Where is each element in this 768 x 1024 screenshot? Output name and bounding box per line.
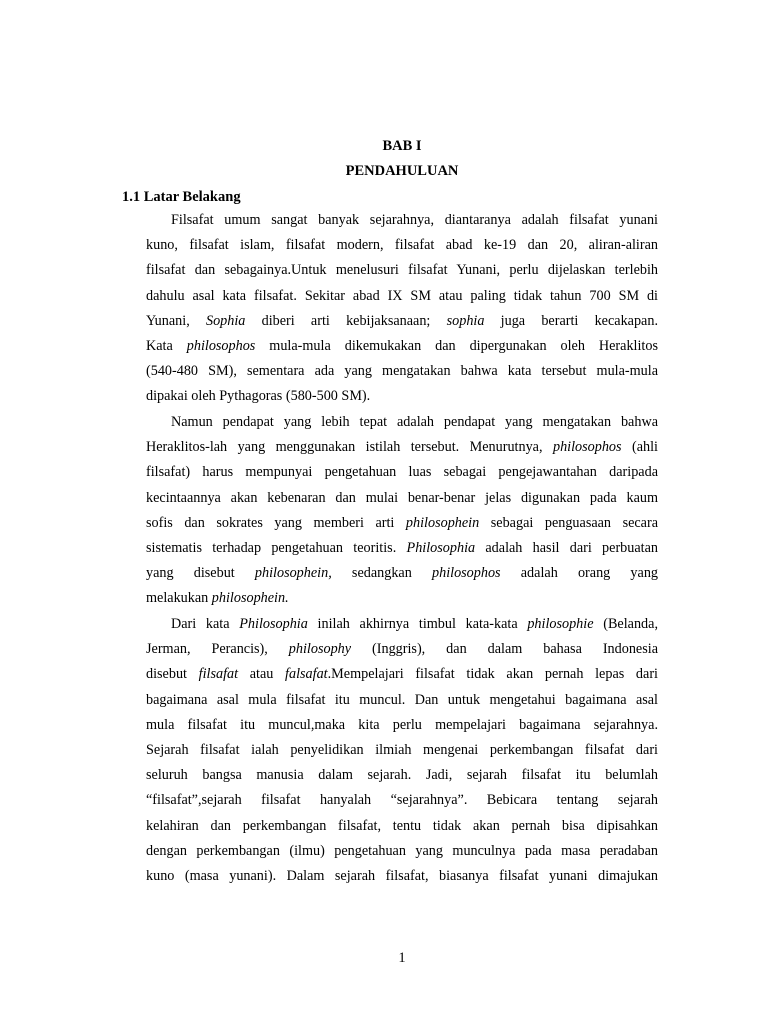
text-line: dengan perkembangan (ilmu) pengetahuan yang munculnya pada masa peradaban	[146, 842, 658, 859]
text-line: kuno (masa yunani). Dalam sejarah filsafat, biasanya filsafat yunani dimajukan	[146, 867, 658, 884]
text-line: Jerman, Perancis), philosophy (Inggris), dan dalam bahasa Indonesia	[146, 641, 658, 658]
text-line: Filsafat umum sangat banyak sejarahnya, diantaranya adalah filsafat yunani	[171, 212, 658, 228]
text-line: filsafat) harus mempunyai pengetahuan luas sebagai pengejawantahan daripada	[146, 464, 658, 481]
text-line: melakukan philosophein.	[146, 590, 289, 607]
text-line: Namun pendapat yang lebih tepat adalah pendapat yang mengatakan bahwa	[171, 414, 658, 430]
text-line: kuno, filsafat islam, filsafat modern, filsafat abad ke-19 dan 20, aliran-aliran	[146, 237, 658, 254]
text-line: disebut filsafat atau falsafat.Mempelajari filsafat tidak akan pernah lepas dari	[146, 666, 658, 683]
text-line: mula filsafat itu muncul,maka kita perlu mempelajari bagaimana sejarahnya.	[146, 716, 658, 733]
text-line: (540-480 SM), sementara ada yang mengatakan bahwa kata tersebut mula-mula	[146, 363, 658, 380]
paragraph-1	[146, 208, 658, 410]
text-line: Heraklitos-lah yang menggunakan istilah tersebut. Menurutnya, philosophos (ahli	[146, 439, 658, 456]
text-line: dahulu asal kata filsafat. Sekitar abad IX SM atau paling tidak tahun 700 SM di	[146, 287, 658, 304]
text-line: “filsafat”,sejarah filsafat hanyalah “sejarahnya”. Bebicara tentang sejarah	[146, 792, 658, 809]
text-line: bagaimana asal mula filsafat itu muncul. Dan untuk mengetahui bagaimana asal	[146, 691, 658, 708]
text-line: filsafat dan sebagainya.Untuk menelusuri filsafat Yunani, perlu dijelaskan terlebih	[146, 262, 658, 279]
page-number: 1	[398, 950, 406, 966]
paragraph-2	[146, 410, 658, 612]
chapter-title: PENDAHULUAN	[345, 163, 459, 179]
text-line: yang disebut philosophein, sedangkan philosophos adalah orang yang	[146, 565, 658, 582]
text-line: sofis dan sokrates yang memberi arti philosophein sebagai penguasaan secara	[146, 514, 658, 531]
text-line: sistematis terhadap pengetahuan teoritis. Philosophia adalah hasil dari perbuatan	[146, 539, 658, 556]
paragraph-3	[146, 612, 658, 889]
text-line: kecintaannya akan kebenaran dan mulai benar-benar jelas digunakan pada kaum	[146, 489, 658, 506]
text-line: Dari kata Philosophia inilah akhirnya timbul kata-kata philosophie (Belanda,	[171, 616, 658, 632]
text-line: kelahiran dan perkembangan filsafat, tentu tidak akan pernah bisa dipisahkan	[146, 817, 658, 834]
chapter-number: BAB I	[382, 138, 422, 154]
text-line: Sejarah filsafat ialah penyelidikan ilmiah mengenai perkembangan filsafat dari	[146, 741, 658, 758]
text-line: dipakai oleh Pythagoras (580-500 SM).	[146, 388, 371, 405]
section-heading: 1.1 Latar Belakang	[122, 189, 241, 205]
text-line: Kata philosophos mula-mula dikemukakan dan dipergunakan oleh Heraklitos	[146, 337, 658, 354]
text-line: Yunani, Sophia diberi arti kebijaksanaan; sophia juga berarti kecakapan.	[146, 312, 658, 329]
text-line: seluruh bangsa manusia dalam sejarah. Jadi, sejarah filsafat itu belumlah	[146, 767, 658, 784]
